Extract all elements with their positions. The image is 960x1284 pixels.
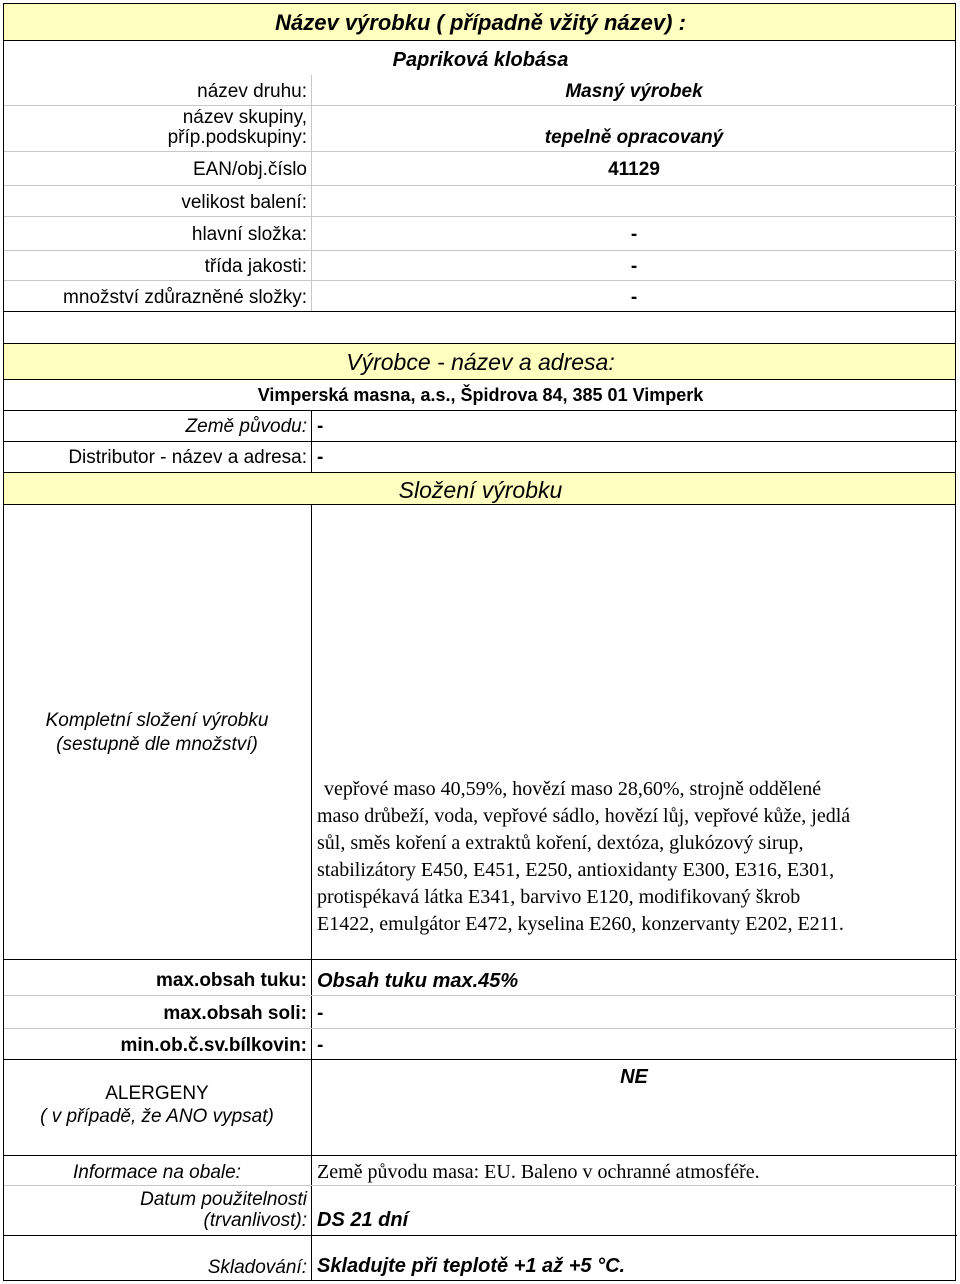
field-value-main-ingredient: -	[630, 224, 638, 245]
composition-label-line1: Kompletní složení výrobku	[45, 710, 269, 731]
title-bar	[3, 3, 956, 41]
salt-value: -	[317, 1003, 324, 1024]
composition-label-line2: (sestupně dle množství)	[56, 734, 258, 755]
composition-line: E1422, emulgátor E472, kyselina E260, konzervanty E202, E211.	[317, 913, 844, 935]
composition-title-bar	[3, 472, 956, 505]
composition-line: protispékavá látka E341, barvivo E120, modifikovaný škrob	[317, 886, 801, 908]
composition-line: vepřové maso 40,59%, hovězí maso 28,60%, strojně oddělené	[324, 778, 822, 800]
producer-address: Vimperská masna, a.s., Špidrova 84, 385 01 Vimperk	[257, 385, 704, 405]
details-block	[3, 505, 956, 1281]
producer-title: Výrobce - název a adresa:	[346, 349, 615, 375]
field-value-ean: 41129	[608, 159, 660, 180]
field-value-group: tepelně opracovaný	[544, 127, 724, 148]
product-name-row	[3, 41, 956, 75]
origin-label: Země původu:	[185, 416, 307, 437]
field-value-quality-class: -	[630, 256, 638, 277]
product-name: Papriková klobása	[392, 49, 569, 71]
info-value: Země původu masa: EU. Baleno v ochranné atmosféře.	[317, 1161, 760, 1183]
field-label-package-size: velikost balení:	[181, 192, 307, 213]
distributor-label: Distributor - název a adresa:	[68, 447, 307, 468]
composition-line: maso drůbeží, voda, vepřové sádlo, hovězí lůj, vepřové kůže, jedlá	[317, 805, 851, 827]
page-title: Název výrobku ( případně vžitý název) :	[275, 10, 686, 35]
composition-text	[317, 776, 952, 938]
origin-distributor-block	[3, 410, 956, 472]
expiry-label-line1: Datum použitelnosti	[140, 1189, 307, 1210]
fat-label: max.obsah tuku:	[156, 970, 307, 991]
field-value-emphasized-amount: -	[630, 287, 638, 308]
distributor-value: -	[317, 447, 324, 468]
field-label-quality-class: třída jakosti:	[204, 256, 307, 277]
origin-value: -	[317, 416, 324, 437]
protein-label: min.ob.č.sv.bílkovin:	[120, 1035, 307, 1056]
expiry-value: DS 21 dní	[317, 1209, 409, 1231]
field-label-group-line1: název skupiny,	[182, 107, 307, 128]
composition-line: stabilizátory E450, E451, E250, antioxidanty E300, E316, E301,	[317, 859, 835, 881]
field-label-kind: název druhu:	[197, 81, 307, 102]
producer-address-row	[3, 380, 956, 410]
allergens-value: NE	[620, 1066, 648, 1088]
composition-line: sůl, směs koření a extraktů koření, dextóza, glukózový sirup,	[317, 832, 804, 854]
info-label: Informace na obale:	[73, 1162, 241, 1183]
field-value-kind: Masný výrobek	[565, 81, 703, 102]
storage-label: Skladování:	[207, 1257, 307, 1278]
field-label-emphasized-amount: množství zdůrazněné složky:	[63, 287, 307, 308]
product-sheet	[3, 3, 956, 1281]
protein-value: -	[317, 1035, 324, 1056]
field-label-group-line2: příp.podskupiny:	[167, 127, 307, 148]
composition-title: Složení výrobku	[398, 477, 563, 503]
fields-block	[3, 75, 956, 311]
expiry-label-line2: (trvanlivost):	[203, 1210, 307, 1231]
storage-value: Skladujte při teplotě +1 až +5 °C.	[317, 1255, 626, 1277]
producer-title-bar	[3, 343, 956, 380]
field-label-main-ingredient: hlavní složka:	[191, 224, 307, 245]
allergens-label-line1: ALERGENY	[105, 1083, 209, 1104]
spacer-row	[3, 311, 956, 343]
field-label-ean: EAN/obj.číslo	[192, 159, 307, 180]
allergens-label-line2: ( v případě, že ANO vypsat)	[40, 1106, 274, 1127]
fat-value: Obsah tuku max.45%	[317, 970, 519, 992]
salt-label: max.obsah soli:	[163, 1003, 307, 1024]
